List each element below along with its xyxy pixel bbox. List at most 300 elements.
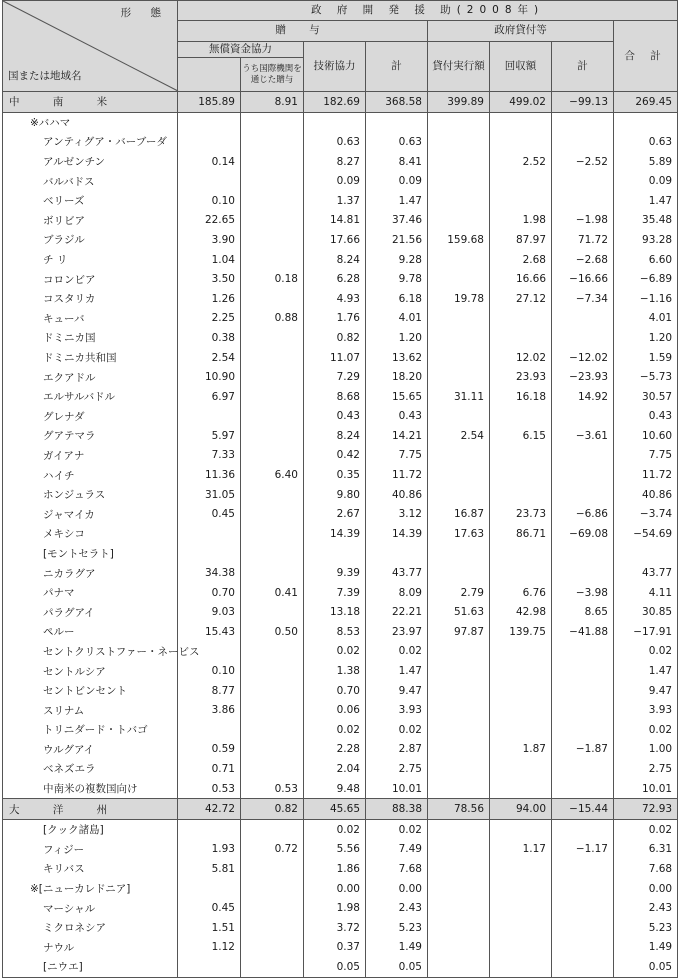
country-name: ホンジュラス xyxy=(3,485,178,505)
cell-gsum: 88.38 xyxy=(366,799,428,820)
cell-via-intl: 0.41 xyxy=(241,583,304,603)
cell-recov: 499.02 xyxy=(490,92,552,113)
cell-total: 40.86 xyxy=(614,485,678,505)
cell-gsum: 1.47 xyxy=(366,191,428,211)
cell-via-intl xyxy=(241,328,304,348)
cell-disb xyxy=(428,465,490,485)
cell-gsum: 10.01 xyxy=(366,779,428,799)
cell-gsum: 9.78 xyxy=(366,269,428,289)
cell-tech: 1.76 xyxy=(304,309,366,329)
table-row xyxy=(3,250,678,270)
cell-via-intl xyxy=(241,819,304,839)
cell-lsum: −3.61 xyxy=(552,426,614,446)
country-name: ペルー xyxy=(3,622,178,642)
table-row xyxy=(3,681,678,701)
cell-recov xyxy=(490,720,552,740)
cell-grant-aid: 0.71 xyxy=(178,759,241,779)
cell-lsum xyxy=(552,446,614,466)
cell-gsum: 1.20 xyxy=(366,328,428,348)
cell-total: −54.69 xyxy=(614,524,678,544)
cell-grant-aid: 1.51 xyxy=(178,918,241,938)
cell-total: 4.11 xyxy=(614,583,678,603)
cell-tech: 8.68 xyxy=(304,387,366,407)
cell-recov xyxy=(490,938,552,958)
cell-total: 1.47 xyxy=(614,661,678,681)
cell-disb: 31.11 xyxy=(428,387,490,407)
table-row xyxy=(3,602,678,622)
cell-lsum xyxy=(552,879,614,899)
cell-grant-aid: 0.10 xyxy=(178,191,241,211)
cell-tech: 0.63 xyxy=(304,132,366,152)
table-row xyxy=(3,407,678,427)
cell-via-intl xyxy=(241,740,304,760)
country-name: ウルグアイ xyxy=(3,740,178,760)
cell-recov xyxy=(490,563,552,583)
cell-lsum xyxy=(552,918,614,938)
grant-total-header: 計 xyxy=(366,41,428,92)
table-row xyxy=(3,583,678,603)
table-row xyxy=(3,918,678,938)
cell-via-intl: 0.72 xyxy=(241,840,304,860)
cell-via-intl xyxy=(241,387,304,407)
cell-via-intl xyxy=(241,504,304,524)
cell-recov xyxy=(490,859,552,879)
cell-disb: 51.63 xyxy=(428,602,490,622)
table-row xyxy=(3,289,678,309)
table-title: 政 府 開 発 援 助(2008年) xyxy=(178,1,678,21)
country-name: スリナム xyxy=(3,700,178,720)
cell-lsum xyxy=(552,328,614,348)
cell-disb xyxy=(428,661,490,681)
cell-tech: 182.69 xyxy=(304,92,366,113)
country-name: キリバス xyxy=(3,859,178,879)
cell-grant-aid xyxy=(178,720,241,740)
tech-coop-header: 技術協力 xyxy=(304,41,366,92)
table-row xyxy=(3,840,678,860)
cell-via-intl xyxy=(241,485,304,505)
cell-gsum: 23.97 xyxy=(366,622,428,642)
country-name: パナマ xyxy=(3,583,178,603)
region-row xyxy=(3,92,678,113)
country-name: ドミニカ国 xyxy=(3,328,178,348)
grant-aid-subheader xyxy=(178,58,241,92)
cell-disb xyxy=(428,171,490,191)
cell-lsum xyxy=(552,957,614,977)
country-name: コロンビア xyxy=(3,269,178,289)
cell-total: 269.45 xyxy=(614,92,678,113)
cell-gsum: 0.00 xyxy=(366,879,428,899)
cell-disb xyxy=(428,918,490,938)
table-row xyxy=(3,957,678,977)
cell-via-intl xyxy=(241,720,304,740)
cell-disb xyxy=(428,819,490,839)
cell-gsum xyxy=(366,544,428,564)
country-name: フィジー xyxy=(3,840,178,860)
cell-recov: 2.52 xyxy=(490,152,552,172)
cell-recov xyxy=(490,661,552,681)
cell-grant-aid: 3.86 xyxy=(178,700,241,720)
cell-disb: 17.63 xyxy=(428,524,490,544)
cell-tech: 4.93 xyxy=(304,289,366,309)
cell-disb xyxy=(428,938,490,958)
cell-recov xyxy=(490,544,552,564)
cell-grant-aid xyxy=(178,544,241,564)
cell-total: 1.49 xyxy=(614,938,678,958)
table-row xyxy=(3,132,678,152)
country-name: 中南米の複数国向け xyxy=(3,779,178,799)
cell-total: 4.01 xyxy=(614,309,678,329)
cell-recov xyxy=(490,957,552,977)
cell-total: 9.47 xyxy=(614,681,678,701)
cell-disb xyxy=(428,840,490,860)
cell-gsum: 1.49 xyxy=(366,938,428,958)
cell-gsum: 9.47 xyxy=(366,681,428,701)
cell-tech xyxy=(304,112,366,132)
cell-lsum: −2.68 xyxy=(552,250,614,270)
country-name: ブラジル xyxy=(3,230,178,250)
cell-via-intl xyxy=(241,642,304,662)
cell-grant-aid: 1.93 xyxy=(178,840,241,860)
table-body xyxy=(3,92,678,978)
cell-tech: 0.02 xyxy=(304,720,366,740)
cell-disb xyxy=(428,269,490,289)
cell-tech: 14.39 xyxy=(304,524,366,544)
cell-gsum: 2.75 xyxy=(366,759,428,779)
cell-recov: 1.17 xyxy=(490,840,552,860)
cell-lsum: −3.98 xyxy=(552,583,614,603)
cell-lsum xyxy=(552,465,614,485)
cell-gsum: 7.68 xyxy=(366,859,428,879)
cell-recov xyxy=(490,446,552,466)
cell-total: 5.89 xyxy=(614,152,678,172)
cell-total: 0.43 xyxy=(614,407,678,427)
cell-via-intl xyxy=(241,918,304,938)
cell-lsum xyxy=(552,544,614,564)
cell-via-intl xyxy=(241,289,304,309)
country-name: ※バハマ xyxy=(3,112,178,132)
cell-total: 43.77 xyxy=(614,563,678,583)
cell-tech: 2.28 xyxy=(304,740,366,760)
cell-via-intl xyxy=(241,250,304,270)
cell-via-intl xyxy=(241,426,304,446)
cell-disb xyxy=(428,779,490,799)
cell-tech: 9.39 xyxy=(304,563,366,583)
cell-recov xyxy=(490,485,552,505)
country-name: アルゼンチン xyxy=(3,152,178,172)
cell-gsum: 15.65 xyxy=(366,387,428,407)
cell-lsum: −12.02 xyxy=(552,348,614,368)
country-name: メキシコ xyxy=(3,524,178,544)
cell-disb xyxy=(428,544,490,564)
cell-total: 1.59 xyxy=(614,348,678,368)
cell-tech: 9.80 xyxy=(304,485,366,505)
country-name: コスタリカ xyxy=(3,289,178,309)
cell-via-intl: 6.40 xyxy=(241,465,304,485)
cell-disb: 97.87 xyxy=(428,622,490,642)
cell-recov xyxy=(490,465,552,485)
cell-via-intl: 8.91 xyxy=(241,92,304,113)
cell-gsum xyxy=(366,112,428,132)
cell-tech: 3.72 xyxy=(304,918,366,938)
table-row xyxy=(3,328,678,348)
cell-grant-aid: 10.90 xyxy=(178,367,241,387)
cell-gsum: 8.09 xyxy=(366,583,428,603)
cell-lsum xyxy=(552,759,614,779)
cell-total: 0.05 xyxy=(614,957,678,977)
cell-grant-aid: 5.97 xyxy=(178,426,241,446)
cell-grant-aid: 8.77 xyxy=(178,681,241,701)
cell-disb: 2.54 xyxy=(428,426,490,446)
cell-tech: 7.39 xyxy=(304,583,366,603)
cell-disb: 399.89 xyxy=(428,92,490,113)
country-name: ドミニカ共和国 xyxy=(3,348,178,368)
cell-grant-aid: 7.33 xyxy=(178,446,241,466)
cell-tech: 17.66 xyxy=(304,230,366,250)
country-name: ジャマイカ xyxy=(3,504,178,524)
cell-lsum xyxy=(552,661,614,681)
cell-via-intl: 0.88 xyxy=(241,309,304,329)
cell-grant-aid: 0.70 xyxy=(178,583,241,603)
cell-gsum: 3.93 xyxy=(366,700,428,720)
table-row xyxy=(3,211,678,231)
table-row xyxy=(3,779,678,799)
cell-lsum xyxy=(552,720,614,740)
cell-tech: 5.56 xyxy=(304,840,366,860)
cell-recov: 16.18 xyxy=(490,387,552,407)
cell-gsum: 40.86 xyxy=(366,485,428,505)
cell-total: 30.57 xyxy=(614,387,678,407)
cell-gsum: 368.58 xyxy=(366,92,428,113)
country-name: キューバ xyxy=(3,309,178,329)
cell-recov xyxy=(490,918,552,938)
cell-via-intl xyxy=(241,563,304,583)
cell-lsum xyxy=(552,779,614,799)
cell-via-intl xyxy=(241,681,304,701)
country-name: ハイチ xyxy=(3,465,178,485)
cell-recov: 86.71 xyxy=(490,524,552,544)
cell-grant-aid: 0.10 xyxy=(178,661,241,681)
cell-via-intl xyxy=(241,112,304,132)
cell-gsum: 0.02 xyxy=(366,819,428,839)
country-name: ミクロネシア xyxy=(3,918,178,938)
cell-grant-aid: 22.65 xyxy=(178,211,241,231)
cell-recov xyxy=(490,898,552,918)
grant-header: 贈 与 xyxy=(178,21,428,42)
cell-lsum xyxy=(552,485,614,505)
cell-grant-aid: 11.36 xyxy=(178,465,241,485)
cell-disb xyxy=(428,700,490,720)
cell-grant-aid xyxy=(178,524,241,544)
cell-via-intl xyxy=(241,700,304,720)
cell-gsum: 3.12 xyxy=(366,504,428,524)
cell-disb xyxy=(428,446,490,466)
cell-disb xyxy=(428,250,490,270)
cell-recov xyxy=(490,681,552,701)
cell-disb xyxy=(428,879,490,899)
table-row xyxy=(3,661,678,681)
loan-total-header: 計 xyxy=(552,41,614,92)
cell-recov: 139.75 xyxy=(490,622,552,642)
cell-lsum: −16.66 xyxy=(552,269,614,289)
cell-lsum: 8.65 xyxy=(552,602,614,622)
cell-total: −5.73 xyxy=(614,367,678,387)
cell-recov: 6.15 xyxy=(490,426,552,446)
cell-lsum: −23.93 xyxy=(552,367,614,387)
cell-disb xyxy=(428,898,490,918)
cell-lsum xyxy=(552,563,614,583)
cell-recov xyxy=(490,879,552,899)
cell-via-intl xyxy=(241,859,304,879)
country-name: ※[ニューカレドニア] xyxy=(3,879,178,899)
via-intl-header: うち国際機関を通じた贈与 xyxy=(241,58,304,92)
cell-grant-aid: 1.04 xyxy=(178,250,241,270)
cell-disb xyxy=(428,348,490,368)
cell-disb xyxy=(428,191,490,211)
cell-via-intl xyxy=(241,879,304,899)
country-name: セントクリストファー・ネービス xyxy=(3,642,178,662)
cell-total: 7.68 xyxy=(614,859,678,879)
cell-recov: 23.93 xyxy=(490,367,552,387)
cell-via-intl xyxy=(241,898,304,918)
cell-grant-aid: 34.38 xyxy=(178,563,241,583)
country-name: 中 南 米 xyxy=(3,92,178,113)
cell-grant-aid: 2.54 xyxy=(178,348,241,368)
cell-total: −6.89 xyxy=(614,269,678,289)
cell-grant-aid: 0.14 xyxy=(178,152,241,172)
cell-tech: 0.06 xyxy=(304,700,366,720)
cell-total: 93.28 xyxy=(614,230,678,250)
cell-grant-aid xyxy=(178,407,241,427)
grant-aid-header: 無償資金協力 xyxy=(178,41,304,58)
cell-gsum: 0.43 xyxy=(366,407,428,427)
table-row xyxy=(3,622,678,642)
cell-grant-aid xyxy=(178,879,241,899)
cell-lsum xyxy=(552,642,614,662)
cell-disb: 16.87 xyxy=(428,504,490,524)
cell-lsum: −99.13 xyxy=(552,92,614,113)
cell-total: 0.00 xyxy=(614,879,678,899)
header-diagonal-cell xyxy=(3,1,178,92)
cell-tech: 1.37 xyxy=(304,191,366,211)
cell-recov: 87.97 xyxy=(490,230,552,250)
cell-total: 6.31 xyxy=(614,840,678,860)
cell-via-intl xyxy=(241,367,304,387)
cell-tech: 0.70 xyxy=(304,681,366,701)
country-name: ニカラグア xyxy=(3,563,178,583)
cell-recov xyxy=(490,759,552,779)
cell-lsum: −15.44 xyxy=(552,799,614,820)
cell-tech: 1.98 xyxy=(304,898,366,918)
cell-recov: 23.73 xyxy=(490,504,552,524)
cell-gsum: 8.41 xyxy=(366,152,428,172)
cell-grant-aid: 6.97 xyxy=(178,387,241,407)
cell-grant-aid xyxy=(178,819,241,839)
cell-disb xyxy=(428,681,490,701)
cell-via-intl xyxy=(241,446,304,466)
cell-total: 6.60 xyxy=(614,250,678,270)
cell-via-intl xyxy=(241,524,304,544)
cell-lsum xyxy=(552,681,614,701)
cell-tech: 2.04 xyxy=(304,759,366,779)
country-name: セントビンセント xyxy=(3,681,178,701)
cell-tech: 11.07 xyxy=(304,348,366,368)
cell-gsum: 21.56 xyxy=(366,230,428,250)
table-row xyxy=(3,367,678,387)
table-row xyxy=(3,269,678,289)
cell-recov xyxy=(490,171,552,191)
loan-disbursed-header: 貸付実行額 xyxy=(428,41,490,92)
cell-via-intl xyxy=(241,171,304,191)
cell-recov xyxy=(490,642,552,662)
cell-gsum: 7.75 xyxy=(366,446,428,466)
cell-gsum: 37.46 xyxy=(366,211,428,231)
table-row xyxy=(3,230,678,250)
cell-gsum: 2.43 xyxy=(366,898,428,918)
cell-recov xyxy=(490,328,552,348)
cell-total xyxy=(614,544,678,564)
cell-grant-aid: 0.38 xyxy=(178,328,241,348)
cell-gsum: 13.62 xyxy=(366,348,428,368)
cell-grant-aid: 9.03 xyxy=(178,602,241,622)
cell-gsum: 18.20 xyxy=(366,367,428,387)
cell-recov xyxy=(490,132,552,152)
cell-grant-aid xyxy=(178,171,241,191)
cell-total: 0.63 xyxy=(614,132,678,152)
cell-gsum: 11.72 xyxy=(366,465,428,485)
cell-total: 1.20 xyxy=(614,328,678,348)
cell-total: 1.47 xyxy=(614,191,678,211)
cell-recov: 12.02 xyxy=(490,348,552,368)
cell-via-intl xyxy=(241,938,304,958)
cell-total: 2.43 xyxy=(614,898,678,918)
cell-total: 72.93 xyxy=(614,799,678,820)
cell-gsum: 0.02 xyxy=(366,720,428,740)
table-row xyxy=(3,563,678,583)
cell-total: 2.75 xyxy=(614,759,678,779)
cell-tech: 0.02 xyxy=(304,642,366,662)
cell-disb xyxy=(428,720,490,740)
cell-grant-aid xyxy=(178,957,241,977)
cell-lsum: −1.17 xyxy=(552,840,614,860)
cell-gsum: 1.47 xyxy=(366,661,428,681)
cell-tech: 9.48 xyxy=(304,779,366,799)
cell-tech: 8.27 xyxy=(304,152,366,172)
cell-lsum: −2.52 xyxy=(552,152,614,172)
cell-recov: 27.12 xyxy=(490,289,552,309)
country-name: マーシャル xyxy=(3,898,178,918)
table-row xyxy=(3,700,678,720)
cell-total: 10.60 xyxy=(614,426,678,446)
cell-total: 0.02 xyxy=(614,642,678,662)
cell-total: −3.74 xyxy=(614,504,678,524)
cell-via-intl xyxy=(241,602,304,622)
cell-via-intl xyxy=(241,191,304,211)
cell-grant-aid: 0.59 xyxy=(178,740,241,760)
cell-disb xyxy=(428,112,490,132)
cell-disb xyxy=(428,367,490,387)
cell-tech: 8.24 xyxy=(304,250,366,270)
cell-lsum: −6.86 xyxy=(552,504,614,524)
cell-gsum: 9.28 xyxy=(366,250,428,270)
table-row xyxy=(3,859,678,879)
country-name: グアテマラ xyxy=(3,426,178,446)
cell-total: 11.72 xyxy=(614,465,678,485)
cell-lsum xyxy=(552,132,614,152)
cell-tech: 8.53 xyxy=(304,622,366,642)
cell-lsum xyxy=(552,112,614,132)
table-row xyxy=(3,898,678,918)
cell-total: −17.91 xyxy=(614,622,678,642)
